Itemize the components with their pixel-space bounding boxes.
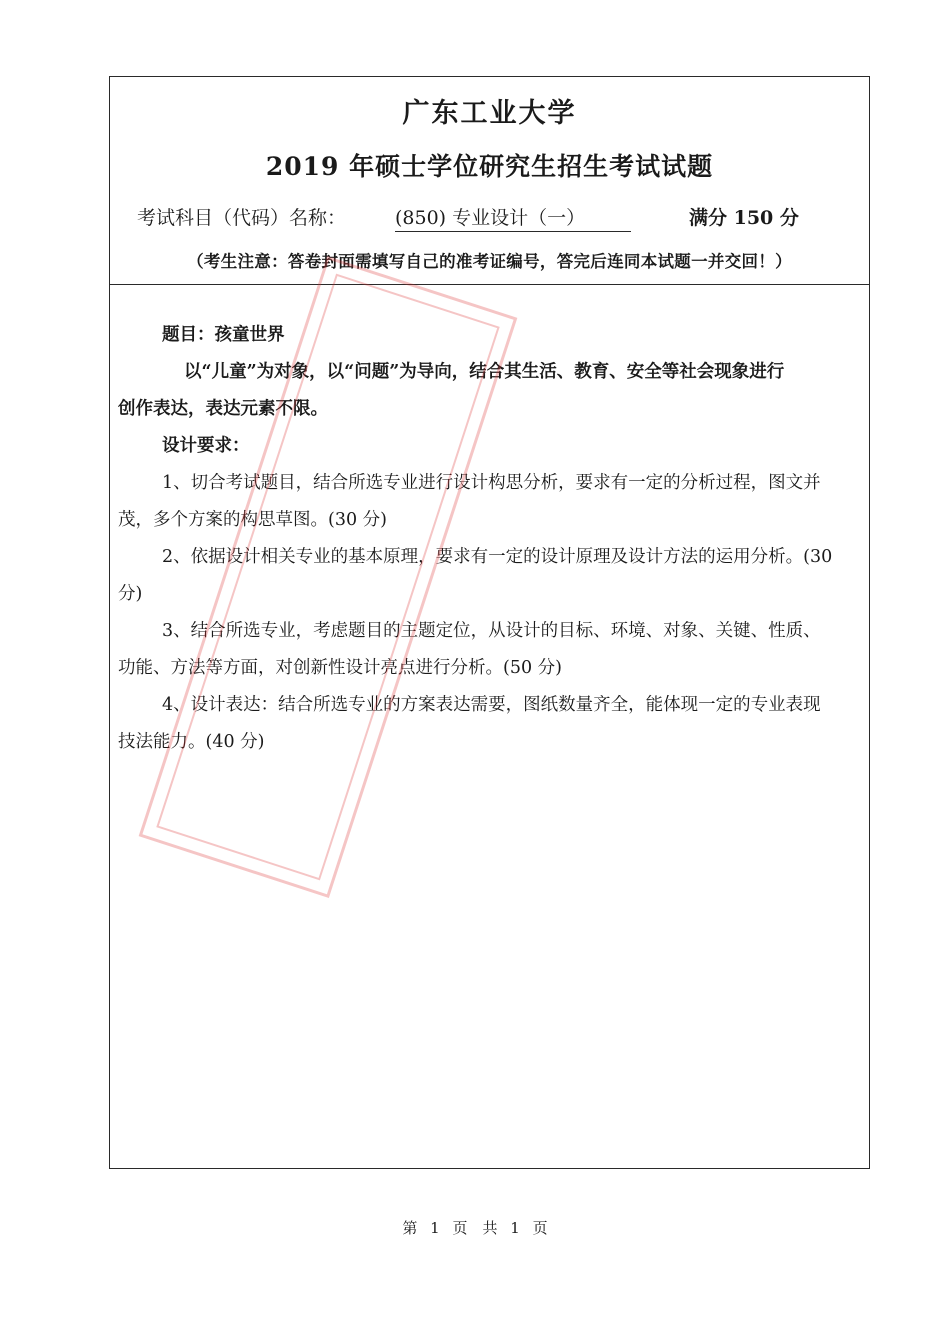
university-name: 广东工业大学 (402, 98, 577, 129)
requirement-2-line-1: 2、依据设计相关专业的基本原理，要求有一定的设计原理及设计方法的运用分析。(30 (162, 547, 833, 567)
requirement-1-line-2: 茂，多个方案的构思草图。(30 分) (118, 510, 387, 530)
requirement-3-line-1: 3、结合所选专业，考虑题目的主题定位，从设计的目标、环境、对象、关键、性质、 (162, 621, 821, 641)
intro-line-1: 以“儿童”为对象，以“问题”为导向，结合其生活、教育、安全等社会现象进行 (184, 362, 785, 382)
intro-line-2: 创作表达，表达元素不限。 (118, 399, 328, 419)
subject-value: (850) 专业设计（一） (395, 203, 631, 232)
header-divider (110, 284, 869, 285)
requirement-4-line-2: 技法能力。(40 分) (118, 732, 265, 752)
requirement-4-line-1: 4、设计表达：结合所选专业的方案表达需要，图纸数量齐全，能体现一定的专业表现 (162, 695, 821, 715)
exam-title: 2019 年硕士学位研究生招生考试试题 (265, 152, 714, 181)
requirement-1-line-1: 1、切合考试题目，结合所选专业进行设计构思分析，要求有一定的分析过程，图文并 (162, 473, 821, 493)
requirements-heading: 设计要求： (162, 436, 250, 456)
full-score: 满分 150 分 (689, 207, 799, 229)
candidate-notice: （考生注意：答卷封面需填写自己的准考证编号，答完后连同本试题一并交回！） (187, 252, 792, 271)
requirement-3-line-2: 功能、方法等方面，对创新性设计亮点进行分析。(50 分) (118, 658, 562, 678)
subject-row (137, 203, 869, 235)
requirement-2-line-2: 分) (118, 584, 143, 604)
exam-frame (109, 76, 870, 1169)
subject-label: 考试科目（代码）名称： (137, 207, 347, 229)
question-body (118, 317, 860, 761)
topic-line: 题目：孩童世界 (162, 325, 285, 345)
page-footer: 第 1 页 共 1 页 (402, 1219, 548, 1237)
